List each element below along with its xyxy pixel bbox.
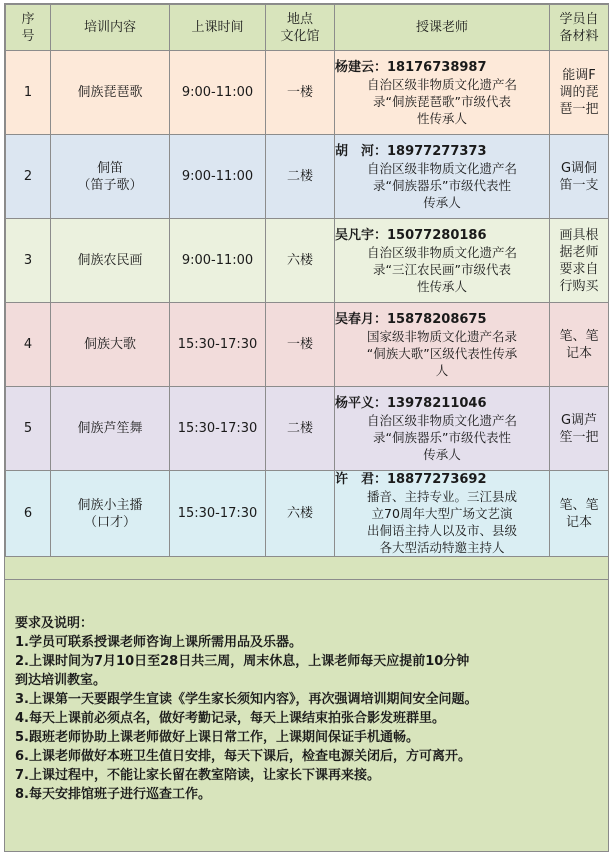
header-content: 培训内容 [51,5,170,51]
row-place: 六楼 [266,471,335,557]
notes-heading: 要求及说明： [15,616,94,631]
row-time: 15:30-17:30 [170,303,266,387]
row-no: 6 [6,471,51,557]
row-content: 侗族农民画 [51,219,170,303]
teacher-name-phone: 杨建云：18176738987 [335,59,487,75]
training-schedule-table [5,4,609,557]
teacher-name-phone: 吴凡宇：15077280186 [335,227,487,243]
row-time: 9:00-11:00 [170,135,266,219]
table-row [6,387,609,471]
row-no: 5 [6,387,51,471]
row-content: 侗族芦笙舞 [51,387,170,471]
row-time: 9:00-11:00 [170,219,266,303]
notes-item: 6.上课老师做好本班卫生值日安排，每天下课后，检查电源关闭后，方可离开。 [15,749,471,764]
row-place: 一楼 [266,51,335,135]
row-no: 4 [6,303,51,387]
teacher-description: 自治区级非物质文化遗产名 录“三江农民画”市级代表 性传承人 [366,244,517,294]
row-materials: G调侗 笛一支 [550,135,609,219]
row-content: 侗族大歌 [51,303,170,387]
row-place: 一楼 [266,303,335,387]
teacher-name-phone: 胡 河：18977277373 [335,143,487,159]
teacher-description: 自治区级非物质文化遗产名 录“侗族琵琶歌”市级代表 性传承人 [366,76,517,126]
notes-item: 4.每天上课前必须点名，做好考勤记录，每天上课结束拍张合影发班群里。 [15,711,445,726]
row-time: 15:30-17:30 [170,387,266,471]
row-materials: 能调F 调的琵 琶一把 [550,51,609,135]
row-teacher [335,51,550,135]
row-content: 侗笛 （笛子歌） [51,135,170,219]
table-row [6,51,609,135]
table-row [6,471,609,557]
row-materials: 笔、笔 记本 [550,471,609,557]
teacher-name-phone: 许 君：18877273692 [335,472,487,487]
row-no: 3 [6,219,51,303]
row-materials: 笔、笔 记本 [550,303,609,387]
row-teacher [335,219,550,303]
teacher-name-phone: 吴春月：15878208675 [335,311,487,327]
row-content: 侗族小主播 （口才） [51,471,170,557]
header-no: 序 号 [6,5,51,51]
row-teacher [335,303,550,387]
teacher-description: 自治区级非物质文化遗产名 录“侗族器乐”市级代表性 传承人 [366,412,517,462]
table-row [6,135,609,219]
notes-item: 5.跟班老师协助上课老师做好上课日常工作，上课期间保证手机通畅。 [15,730,419,745]
row-teacher [335,135,550,219]
row-teacher [335,387,550,471]
row-place: 二楼 [266,135,335,219]
row-time: 9:00-11:00 [170,51,266,135]
schedule-sheet [4,3,609,852]
row-materials: G调芦 笙一把 [550,387,609,471]
table-row [6,303,609,387]
row-no: 2 [6,135,51,219]
requirements-notes [5,579,608,851]
notes-item: 2.上课时间为7月10日至28日共三周，周末休息，上课老师每天应提前10分钟 [15,654,470,669]
notes-item: 3.上课第一天要跟学生宣读《学生家长须知内容》，再次强调培训期间安全问题。 [15,692,478,707]
row-content: 侗族琵琶歌 [51,51,170,135]
teacher-description: 国家级非物质文化遗产名录 “侗族大歌”区级代表性传承 人 [366,328,518,378]
row-place: 六楼 [266,219,335,303]
header-place: 地点 文化馆 [266,5,335,51]
row-teacher [335,471,550,557]
teacher-name-phone: 杨平义：13978211046 [335,395,487,411]
notes-item: 7.上课过程中，不能让家长留在教室陪读，让家长下课再来接。 [15,768,380,783]
row-place: 二楼 [266,387,335,471]
row-materials: 画具根 据老师 要求自 行购买 [550,219,609,303]
notes-item: 8.每天安排馆班子进行巡查工作。 [15,787,211,802]
teacher-description: 自治区级非物质文化遗产名 录“侗族器乐”市级代表性 传承人 [366,160,517,210]
table-header-row [6,5,609,51]
notes-item: 到达培训教室。 [15,673,107,688]
table-row [6,219,609,303]
header-time: 上课时间 [170,5,266,51]
header-teacher: 授课老师 [335,5,550,51]
row-time: 15:30-17:30 [170,471,266,557]
row-no: 1 [6,51,51,135]
teacher-description: 播音、主持专业。三江县成 立70周年大型广场文艺演 出侗语主持人以及市、县级 各大型活动特邀主持人 [366,489,517,555]
notes-item: 1.学员可联系授课老师咨询上课所需用品及乐器。 [15,635,302,650]
header-materials: 学员自 备材料 [550,5,609,51]
